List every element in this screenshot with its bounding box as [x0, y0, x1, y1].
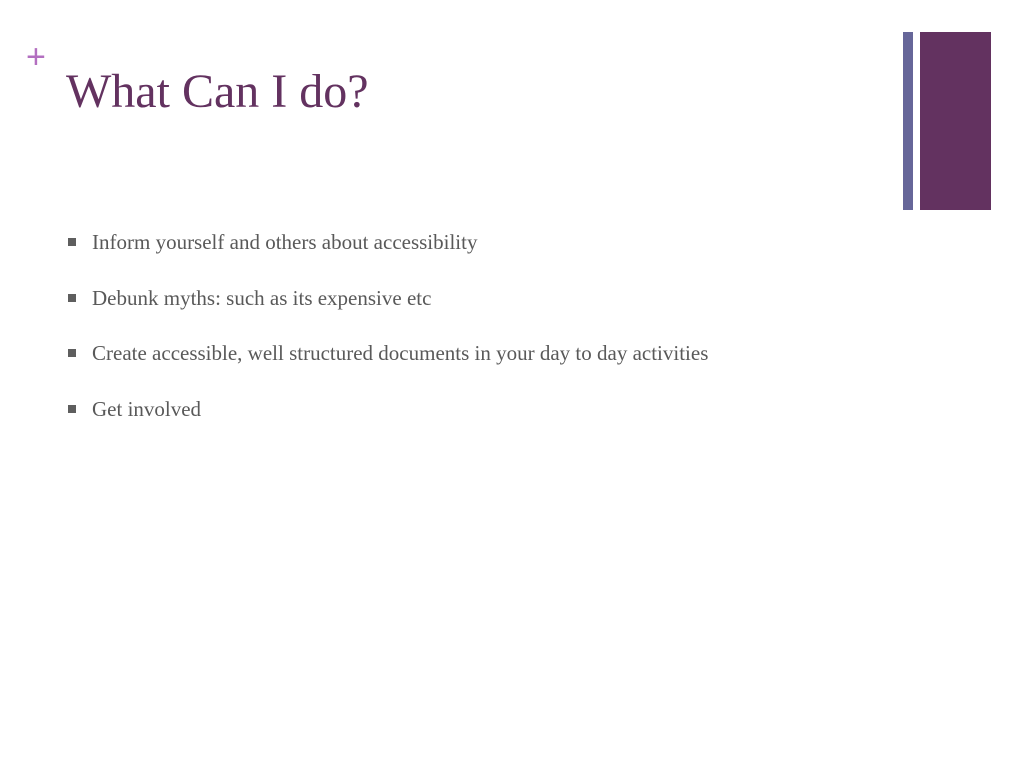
square-bullet-icon	[68, 349, 76, 357]
list-item	[68, 226, 708, 258]
list-item	[68, 337, 708, 369]
bullet-text: Inform yourself and others about accessibility	[92, 230, 478, 254]
bullet-text: Create accessible, well structured documents in your day to day activities	[92, 341, 709, 365]
square-bullet-icon	[68, 294, 76, 302]
square-bullet-icon	[68, 405, 76, 413]
bullet-text: Get involved	[92, 396, 202, 421]
slide-title: What Can I do?	[66, 65, 369, 118]
plus-icon: +	[26, 38, 46, 76]
list-item	[68, 282, 708, 314]
bullet-text: Debunk myths: such as its expensive etc	[92, 285, 432, 310]
accent-bar-wide	[920, 32, 991, 210]
bullet-list	[68, 226, 708, 448]
list-item	[68, 393, 708, 425]
square-bullet-icon	[68, 238, 76, 246]
accent-bar-thin	[903, 32, 913, 210]
